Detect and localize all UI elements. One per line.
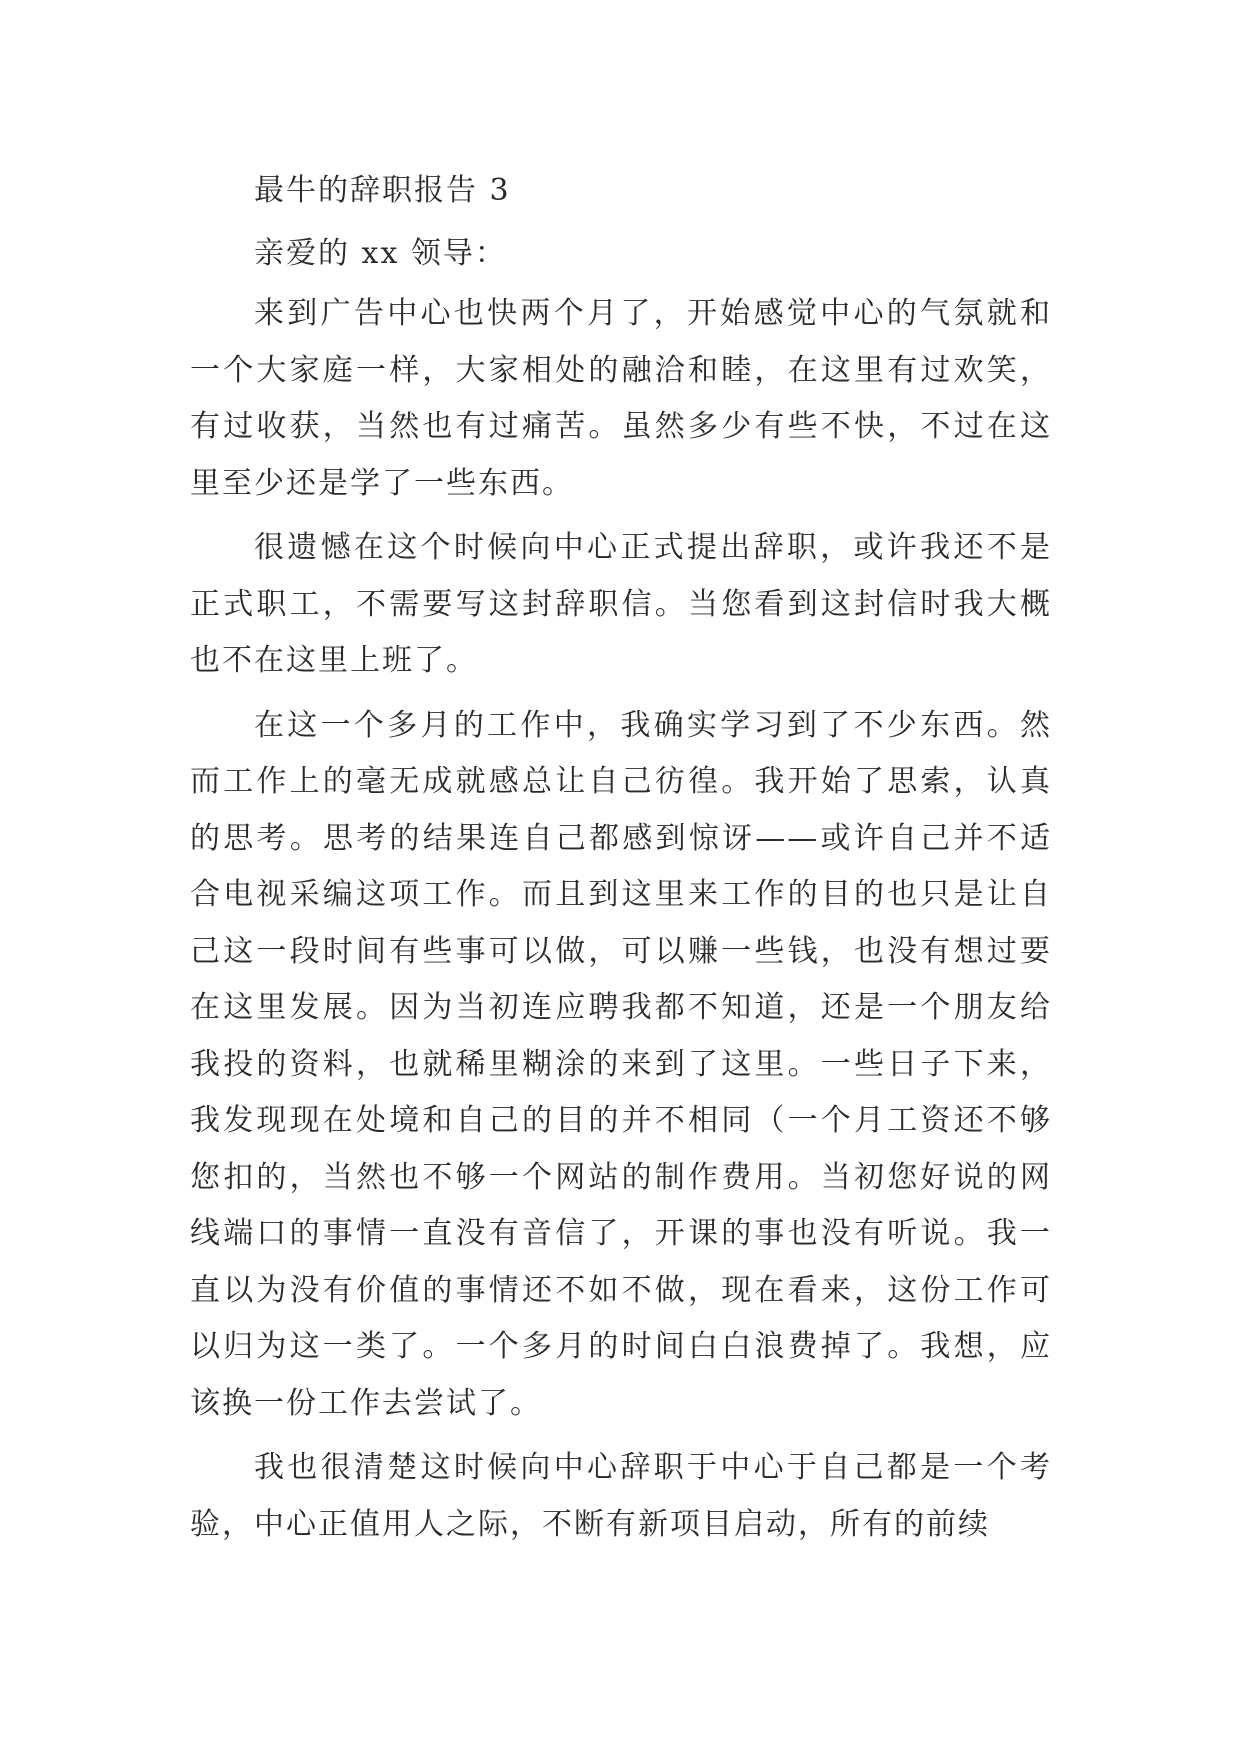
paragraph-4: 我也很清楚这时候向中心辞职于中心于自己都是一个考验，中心正值用人之际，不断有新项目启动，所有的前续 xyxy=(190,1450,1052,1542)
salutation: 亲爱的 xx 领导： xyxy=(254,235,507,271)
document-body xyxy=(190,163,1052,1553)
document-title: 最牛的辞职报告 3 xyxy=(254,173,511,208)
paragraph-1: 来到广告中心也快两个月了，开始感觉中心的气氛就和一个大家庭一样，大家相处的融洽和睦，在这里有过欢笑，有过收获，当然也有过痛苦。虽然多少有些不快，不过在这里至少还是学了一些东西。 xyxy=(190,296,1052,501)
paragraph-3: 在这一个多月的工作中，我确实学习到了不少东西。然而工作上的毫无成就感总让自己彷徨。我开始了思索，认真的思考。思考的结果连自己都感到惊讶——或许自己并不适合电视采编这项工作。而且到这里来工作的目的也只是让自己这一段时间有些事可以做，可以赚一些钱，也没有想过要在这里发展。因为当初连应聘我都不知道，还是一个朋友给我投的资料，也就稀里糊涂的来到了这里。一些日子下来，我发现现在处境和自己的目的并不相同（一个月工资还不够您扣的，当然也不够一个网站的制作费用。当初您好说的网线端口的事情一直没有音信了，开课的事也没有听说。我一直以为没有价值的事情还不如不做，现在看来，这份工作可以归为这一类了。一个多月的时间白白浪费掉了。我想，应该换一份工作去尝试了。 xyxy=(190,707,1052,1421)
paragraph-2: 很遗憾在这个时候向中心正式提出辞职，或许我还不是正式职工，不需要写这封辞职信。当您看到这封信时我大概也不在这里上班了。 xyxy=(190,530,1052,678)
